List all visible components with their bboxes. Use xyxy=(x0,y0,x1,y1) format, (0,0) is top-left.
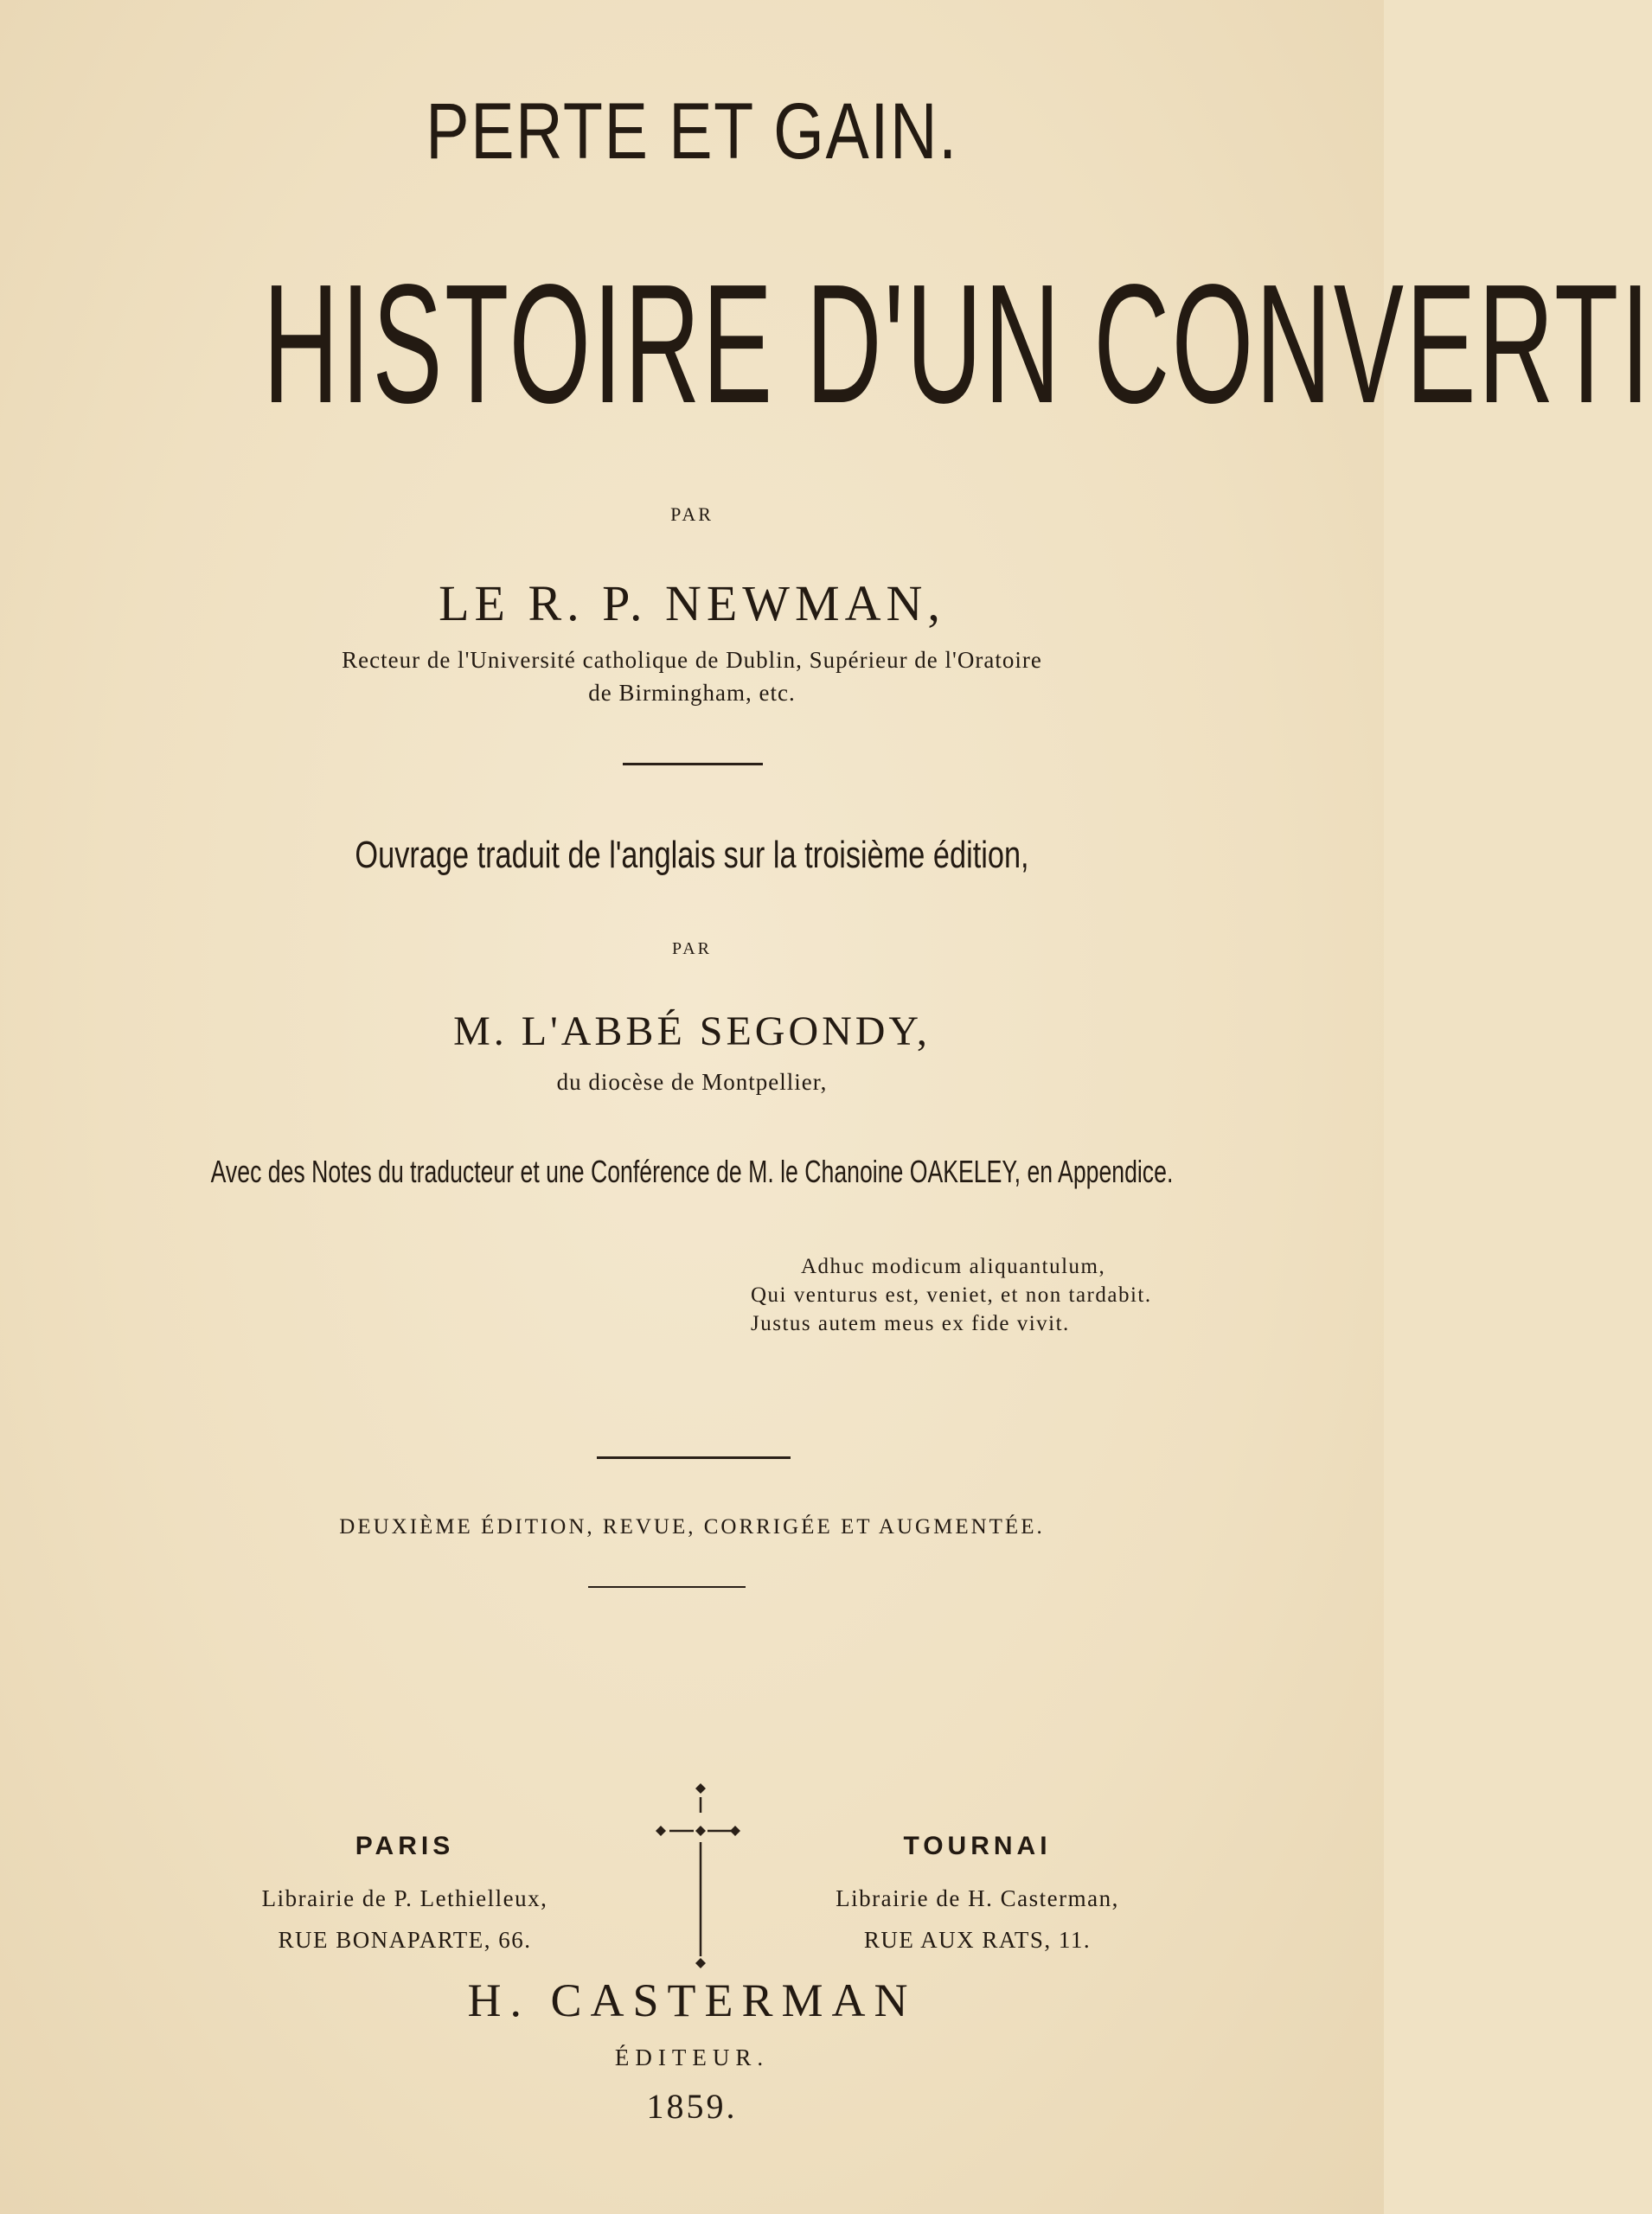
epigraph xyxy=(751,1252,1152,1338)
author-name: LE R. P. NEWMAN, xyxy=(439,575,945,631)
divider-rule-1 xyxy=(623,763,763,765)
imprint-right-line-1: Librairie de H. Casterman, xyxy=(836,1885,1119,1911)
epigraph-line-2: Qui venturus est, veniet, et non tardabit. xyxy=(751,1283,1152,1307)
divider-rule-2 xyxy=(597,1456,791,1459)
main-title: HISTOIRE D'UN CONVERTI xyxy=(263,249,1652,438)
author-description-line-2: de Birmingham, etc. xyxy=(588,680,796,706)
translator-name: M. L'ABBÉ SEGONDY, xyxy=(453,1008,931,1054)
imprint-left-city: PARIS xyxy=(355,1832,455,1860)
edition-statement: DEUXIÈME ÉDITION, REVUE, CORRIGÉE ET AUGMENTÉE. xyxy=(339,1515,1045,1539)
par-label-translator: PAR xyxy=(671,939,713,958)
cross-ornament-icon xyxy=(640,1782,761,1972)
epigraph-line-3: Justus autem meus ex fide vivit. xyxy=(751,1312,1070,1335)
translator-diocese: du diocèse de Montpellier, xyxy=(556,1069,828,1095)
notes-appendix-line: Avec des Notes du traducteur et une Conférence de M. le Chanoine OAKELEY, en Appendice. xyxy=(210,1154,1174,1189)
imprint-right-line-2: RUE AUX RATS, 11. xyxy=(863,1927,1092,1953)
publisher-role: ÉDITEUR. xyxy=(614,2044,770,2070)
imprint-right-city: TOURNAI xyxy=(903,1832,1052,1860)
author-description-line-1: Recteur de l'Université catholique de Dublin, Supérieur de l'Oratoire xyxy=(342,647,1042,673)
imprint-left-line-1: Librairie de P. Lethielleux, xyxy=(261,1885,548,1911)
publication-year: 1859. xyxy=(646,2087,738,2126)
divider-rule-3 xyxy=(588,1586,746,1588)
publisher-name: H. CASTERMAN xyxy=(467,1974,917,2026)
imprint-left-line-2: RUE BONAPARTE, 66. xyxy=(278,1927,532,1953)
top-title: PERTE ET GAIN. xyxy=(426,87,958,176)
epigraph-line-1: Adhuc modicum aliquantulum, xyxy=(801,1255,1106,1278)
par-label-author: PAR xyxy=(670,503,714,525)
translation-note: Ouvrage traduit de l'anglais sur la troisième édition, xyxy=(355,834,1029,876)
